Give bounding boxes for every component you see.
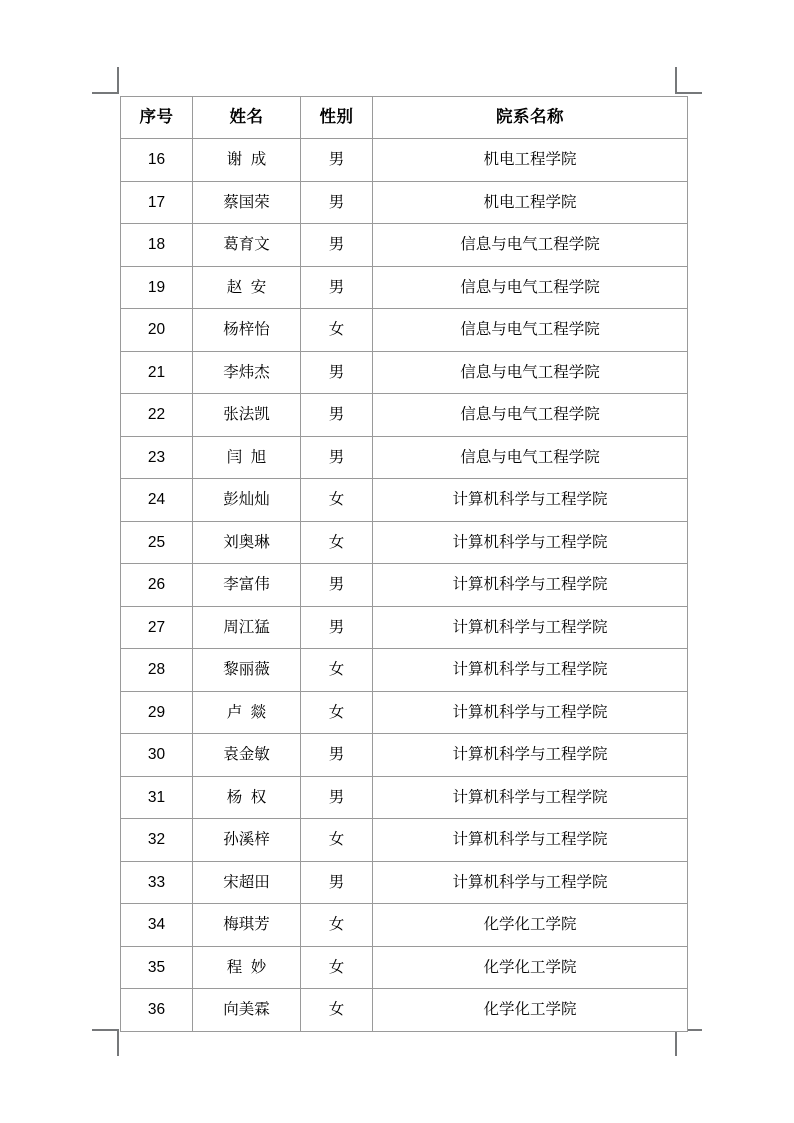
cell-name: 蔡国荣 <box>193 181 301 224</box>
cell-dept: 化学化工学院 <box>373 946 688 989</box>
cell-sex: 男 <box>301 734 373 777</box>
cell-dept: 信息与电气工程学院 <box>373 266 688 309</box>
cell-name: 刘奥琳 <box>193 521 301 564</box>
table-row <box>121 266 688 309</box>
cell-dept: 信息与电气工程学院 <box>373 351 688 394</box>
cell-sex: 男 <box>301 139 373 182</box>
table-row <box>121 861 688 904</box>
table-row <box>121 776 688 819</box>
cell-name: 向美霖 <box>193 989 301 1032</box>
cell-name: 李炜杰 <box>193 351 301 394</box>
table-row <box>121 394 688 437</box>
cell-index: 35 <box>121 946 193 989</box>
roster-table <box>120 96 688 1032</box>
cell-sex: 男 <box>301 266 373 309</box>
cell-index: 17 <box>121 181 193 224</box>
cell-index: 30 <box>121 734 193 777</box>
table-row <box>121 989 688 1032</box>
cell-sex: 男 <box>301 394 373 437</box>
cell-name: 宋超田 <box>193 861 301 904</box>
table-row <box>121 436 688 479</box>
cell-name: 程 妙 <box>193 946 301 989</box>
cell-index: 33 <box>121 861 193 904</box>
cell-name: 孙溪梓 <box>193 819 301 862</box>
cell-index: 21 <box>121 351 193 394</box>
cell-index: 29 <box>121 691 193 734</box>
cell-dept: 计算机科学与工程学院 <box>373 776 688 819</box>
cell-sex: 男 <box>301 776 373 819</box>
table-row <box>121 351 688 394</box>
cell-dept: 计算机科学与工程学院 <box>373 861 688 904</box>
table-row <box>121 564 688 607</box>
table-body <box>121 139 688 1032</box>
cell-name: 张法凯 <box>193 394 301 437</box>
cell-sex: 女 <box>301 309 373 352</box>
table-row <box>121 181 688 224</box>
cell-dept: 计算机科学与工程学院 <box>373 479 688 522</box>
cell-index: 24 <box>121 479 193 522</box>
column-header-dept: 院系名称 <box>373 97 688 139</box>
cell-sex: 女 <box>301 649 373 692</box>
cell-sex: 男 <box>301 181 373 224</box>
table-row <box>121 904 688 947</box>
cell-sex: 女 <box>301 691 373 734</box>
column-header-name: 姓名 <box>193 97 301 139</box>
cell-name: 李富伟 <box>193 564 301 607</box>
column-header-index: 序号 <box>121 97 193 139</box>
table-row <box>121 309 688 352</box>
cell-name: 谢 成 <box>193 139 301 182</box>
cell-name: 杨 权 <box>193 776 301 819</box>
cell-name: 杨梓怡 <box>193 309 301 352</box>
table-row <box>121 139 688 182</box>
cell-index: 22 <box>121 394 193 437</box>
table-row <box>121 479 688 522</box>
cell-name: 梅琪芳 <box>193 904 301 947</box>
cell-dept: 计算机科学与工程学院 <box>373 606 688 649</box>
table-row <box>121 691 688 734</box>
table-row <box>121 946 688 989</box>
cell-index: 34 <box>121 904 193 947</box>
column-header-sex: 性别 <box>301 97 373 139</box>
table-header-row <box>121 97 688 139</box>
cell-sex: 男 <box>301 564 373 607</box>
table-row <box>121 819 688 862</box>
table-header <box>121 97 688 139</box>
cell-sex: 女 <box>301 521 373 564</box>
cell-dept: 化学化工学院 <box>373 989 688 1032</box>
cell-index: 27 <box>121 606 193 649</box>
table-row <box>121 521 688 564</box>
cell-name: 葛育文 <box>193 224 301 267</box>
cell-index: 36 <box>121 989 193 1032</box>
table-row <box>121 224 688 267</box>
cell-dept: 机电工程学院 <box>373 181 688 224</box>
cell-index: 32 <box>121 819 193 862</box>
cell-name: 袁金敏 <box>193 734 301 777</box>
cell-sex: 女 <box>301 989 373 1032</box>
cell-name: 赵 安 <box>193 266 301 309</box>
cell-name: 周江猛 <box>193 606 301 649</box>
cell-sex: 女 <box>301 946 373 989</box>
cell-dept: 计算机科学与工程学院 <box>373 691 688 734</box>
cell-dept: 计算机科学与工程学院 <box>373 521 688 564</box>
cell-dept: 信息与电气工程学院 <box>373 436 688 479</box>
cell-dept: 化学化工学院 <box>373 904 688 947</box>
cell-index: 19 <box>121 266 193 309</box>
cell-index: 16 <box>121 139 193 182</box>
cell-index: 26 <box>121 564 193 607</box>
cell-name: 黎丽薇 <box>193 649 301 692</box>
cell-dept: 信息与电气工程学院 <box>373 394 688 437</box>
cell-sex: 男 <box>301 224 373 267</box>
cell-index: 28 <box>121 649 193 692</box>
cell-name: 彭灿灿 <box>193 479 301 522</box>
cell-index: 25 <box>121 521 193 564</box>
cell-sex: 男 <box>301 606 373 649</box>
cell-name: 卢 燚 <box>193 691 301 734</box>
cell-dept: 信息与电气工程学院 <box>373 224 688 267</box>
cell-index: 31 <box>121 776 193 819</box>
cell-dept: 计算机科学与工程学院 <box>373 564 688 607</box>
cell-index: 20 <box>121 309 193 352</box>
cell-dept: 计算机科学与工程学院 <box>373 649 688 692</box>
cell-dept: 计算机科学与工程学院 <box>373 734 688 777</box>
cell-dept: 信息与电气工程学院 <box>373 309 688 352</box>
table-row <box>121 606 688 649</box>
cell-sex: 女 <box>301 819 373 862</box>
cell-sex: 女 <box>301 904 373 947</box>
cell-index: 23 <box>121 436 193 479</box>
cell-sex: 男 <box>301 861 373 904</box>
cell-dept: 计算机科学与工程学院 <box>373 819 688 862</box>
cell-dept: 机电工程学院 <box>373 139 688 182</box>
cell-name: 闫 旭 <box>193 436 301 479</box>
cell-sex: 男 <box>301 351 373 394</box>
table-row <box>121 649 688 692</box>
cell-sex: 女 <box>301 479 373 522</box>
cell-index: 18 <box>121 224 193 267</box>
table-row <box>121 734 688 777</box>
cell-sex: 男 <box>301 436 373 479</box>
